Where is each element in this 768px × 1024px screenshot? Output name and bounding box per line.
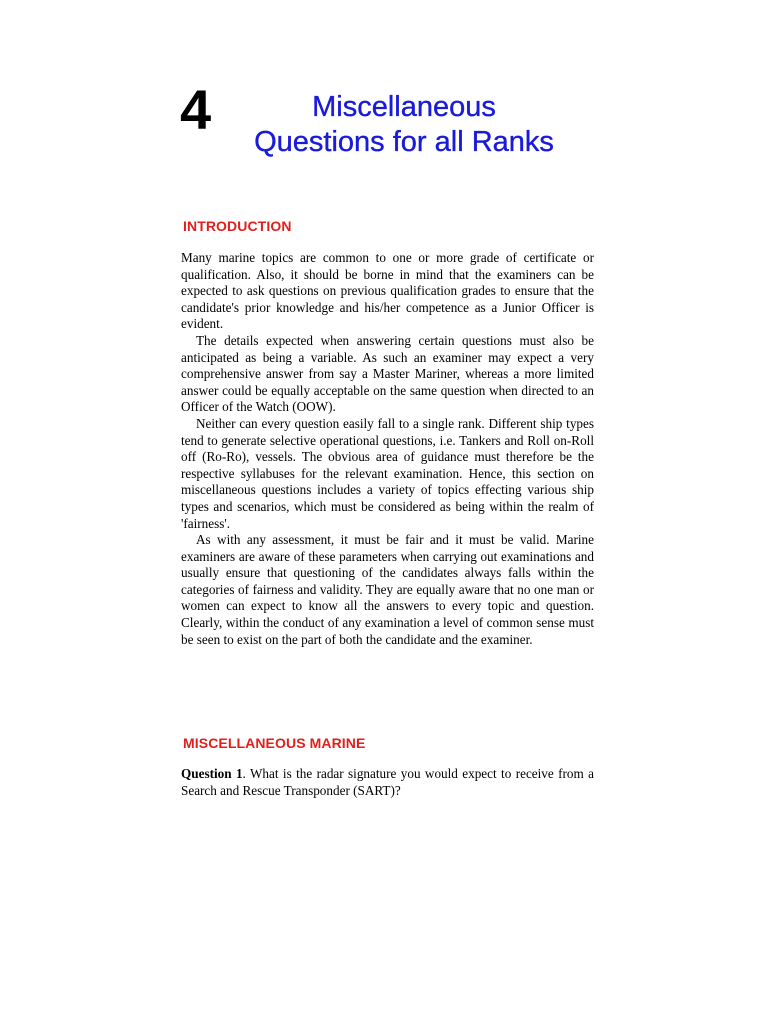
introduction-body (181, 250, 594, 648)
chapter-title (222, 90, 586, 160)
miscellaneous-marine-heading: MISCELLANEOUS MARINE (183, 735, 366, 751)
introduction-paragraph-2: The details expected when answering certain questions must also be anticipated as being a variable. As such an examiner may expect a very comprehensive answer from say a Master Mariner, whereas a more limited answer could be equally acceptable on the same question when directed to an Officer of the Watch (OOW). (181, 332, 594, 415)
question-label: Question 1 (181, 766, 243, 781)
introduction-heading: INTRODUCTION (183, 218, 292, 234)
question-text: . What is the radar signature you would expect to receive from a Search and Rescue Transponder (SART)? (181, 766, 595, 798)
introduction-paragraph-1: Many marine topics are common to one or more grade of certificate or qualification. Also, it should be borne in mind that the examiners can be expected to ask questions on previous qualification grades to ensure that the candidate's prior knowledge and his/her competence as a Junior Officer is evident. (181, 250, 594, 332)
question-1 (181, 766, 594, 799)
introduction-paragraph-3: Neither can every question easily fall to a single rank. Different ship types tend to generate selective operational questions, i.e. Tankers and Roll on-Roll off (Ro-Ro), vessels. The obvious area of guidance must therefore be the respective syllabuses for the relevant examination. Hence, this section on miscellaneous questions includes a variety of topics effecting various ship types and scenarios, which must be considered as being within the realm of 'fairness'. (181, 415, 594, 531)
chapter-number: 4 (180, 78, 212, 141)
chapter-title-line-2: Questions for all Ranks (254, 126, 554, 158)
chapter-title-line-1: Miscellaneous (312, 91, 496, 123)
introduction-paragraph-4: As with any assessment, it must be fair and it must be valid. Marine examiners are aware of these parameters when carrying out examinations and usually ensure that questioning of the candidates always falls within the categories of fairness and validity. They are equally aware that no one man or women can expect to know all the answers to every topic and question. Clearly, within the conduct of any examination a level of common sense must be seen to exist on the part of both the candidate and the examiner. (181, 532, 594, 647)
